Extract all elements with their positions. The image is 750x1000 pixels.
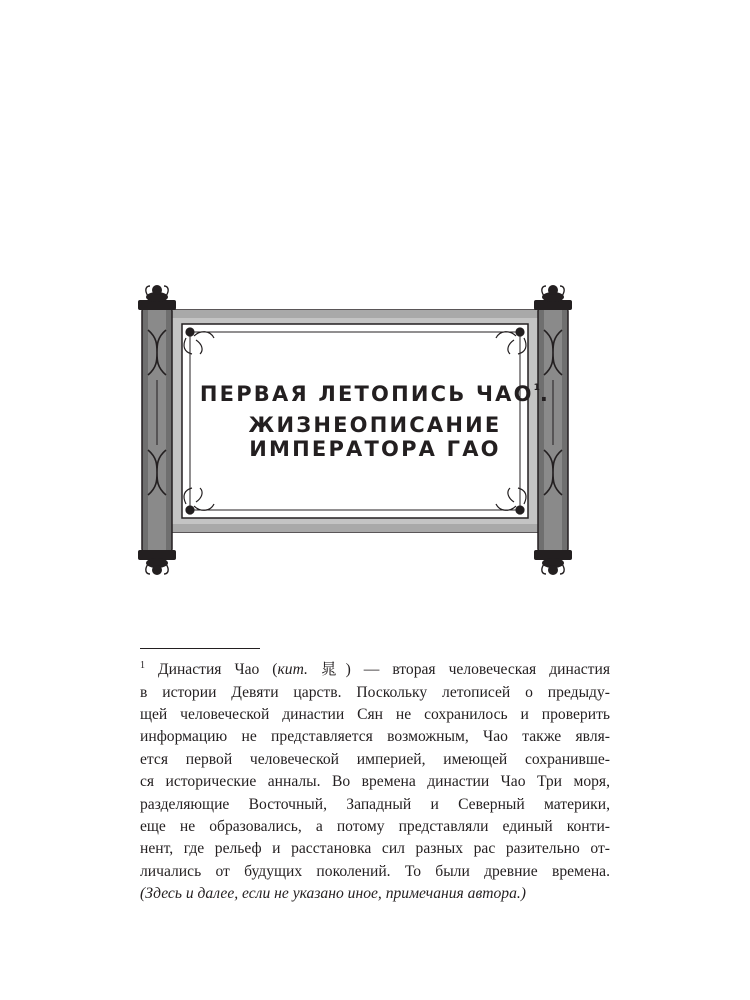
footnote-line: разделяющие Восточный, Западный и Северный материки, bbox=[140, 795, 610, 813]
chapter-title-line-1: ПЕРВАЯ ЛЕТОПИСЬ ЧАО$^1$. bbox=[199, 382, 551, 406]
chapter-title-line-2: ЖИЗНЕОПИСАНИЕ bbox=[248, 413, 502, 437]
footnote-line: ется первой человеческой империей, имеющей сохранивше- bbox=[140, 750, 610, 768]
footnote-number: 1 bbox=[140, 660, 145, 671]
scroll-parchment-shade-top bbox=[170, 310, 540, 318]
footnote-line: в истории Девяти царств. Поскольку летописей о предыду- bbox=[140, 683, 610, 701]
footnote-reference-mark: 1 bbox=[533, 383, 540, 393]
footnote-line: нент, где рельеф и расстановка сил разных рас разительно от- bbox=[140, 840, 610, 858]
footnote bbox=[140, 655, 610, 906]
footnote-line: $^1$ Династия Чао (кит. 晁) — вторая человеческая династия bbox=[140, 660, 610, 679]
scroll-parchment-shade-bottom bbox=[170, 524, 540, 532]
footnote-line: информацию не представляется возможным, Чао также явля- bbox=[140, 728, 610, 746]
scroll-roller-left bbox=[138, 285, 176, 575]
footnote-author-note: (Здесь и далее, если не указано иное, примечания автора.) bbox=[140, 885, 526, 903]
footnote-separator bbox=[140, 648, 260, 649]
footnote-line: личались от будущих поколений. То были древние времена. bbox=[140, 862, 610, 880]
footnote-line: щей человеческой династии Сян не сохранилось и проверить bbox=[140, 706, 610, 723]
footnote-line: еще не образовались, а потому представляли единый конти- bbox=[140, 818, 610, 836]
footnote-line: ся исторические анналы. Во времена династии Чао Три моря, bbox=[140, 773, 610, 791]
chapter-title-line-3: ИМПЕРАТОРА ГАО bbox=[249, 437, 501, 461]
